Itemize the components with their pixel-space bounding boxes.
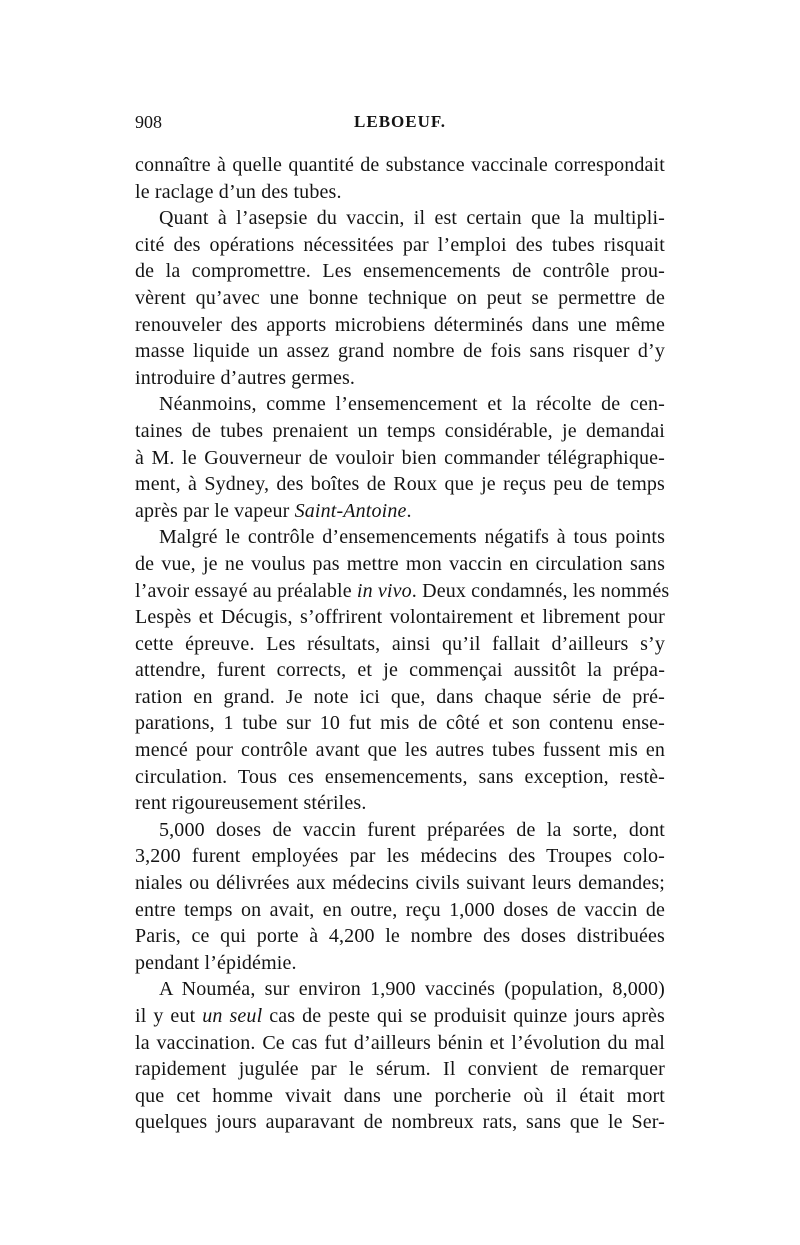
text-line: introduire d’autres germes. [135, 366, 356, 389]
paragraph-start: Malgré le contrôle d’ensemencements négatifs à tous points [159, 526, 665, 549]
text-line: renouveler des apports microbiens déterminés dans une même [135, 313, 665, 336]
line-text: l’avoir essayé au préalable [135, 579, 357, 602]
text-line: mencé pour contrôle avant que les autres tubes fussent mis en [135, 739, 665, 762]
text-line: pendant l’épidémie. [135, 951, 297, 974]
text-line: la vaccination. Ce cas fut d’ailleurs bénin et l’évolution du mal [135, 1031, 665, 1054]
text-line: de vue, je ne voulus pas mettre mon vaccin en circulation sans [135, 552, 665, 575]
text-line [135, 1003, 665, 1030]
text-line: que cet homme vivait dans une porcherie où il était mort [135, 1084, 665, 1107]
paragraph-start: A Nouméa, sur environ 1,900 vaccinés (population, 8,000) [159, 978, 665, 1001]
text-line: cette épreuve. Les résultats, ainsi qu’il fallait d’ailleurs s’y [135, 632, 665, 655]
paragraph-start: Néanmoins, comme l’ensemencement et la récolte de cen- [159, 393, 665, 416]
italic-term: in vivo [356, 579, 412, 602]
text-line: cité des opérations nécessitées par l’emploi des tubes risquait [135, 233, 665, 256]
italic-term: un seul [202, 1005, 263, 1027]
text-line: entre temps on avait, en outre, reçu 1,000 doses de vaccin de [135, 898, 665, 921]
text-line: ration en grand. Je note ici que, dans chaque série de pré- [135, 685, 665, 708]
text-line: attendre, furent corrects, et je commençai aussitôt la prépa- [135, 659, 665, 682]
text-line: le raclage d’un des tubes. [135, 180, 342, 203]
ship-name: Saint-Antoine [294, 499, 407, 522]
running-head: LEBOEUF. [354, 112, 446, 131]
text-line: de la compromettre. Les ensemencements de contrôle prou- [135, 260, 665, 283]
text-line: à M. le Gouverneur de vouloir bien commander télégraphique- [135, 446, 665, 469]
text-line: circulation. Tous ces ensemencements, sans exception, restè- [135, 765, 665, 788]
line-text: . Deux condamnés, les nommés [411, 579, 670, 602]
body-text [135, 152, 670, 1136]
text-line: connaître à quelle quantité de substance vaccinale correspondait [135, 154, 665, 176]
text-line: quelques jours auparavant de nombreux rats, sans que le Ser- [135, 1111, 665, 1134]
text-line: niales ou délivrées aux médecins civils suivant leurs demandes; [135, 872, 665, 895]
paragraph-start: Quant à l’asepsie du vaccin, il est certain que la multipli- [159, 207, 665, 230]
page-number: 908 [135, 112, 162, 132]
text-line: parations, 1 tube sur 10 fut mis de côté et son contenu ense- [135, 712, 665, 735]
line-text: . [406, 499, 412, 522]
text-line: masse liquide un assez grand nombre de fois sans risquer d’y [135, 340, 665, 363]
text-line: Paris, ce qui porte à 4,200 le nombre des doses distribuées [135, 925, 665, 948]
page-header [135, 112, 665, 138]
text-line: 3,200 furent employées par les médecins des Troupes colo- [135, 845, 665, 868]
text-line: taines de tubes prenaient un temps considérable, je demandai [135, 419, 665, 442]
text-line: rent rigoureusement stériles. [135, 792, 367, 815]
text-line [135, 578, 670, 605]
line-text: cas de peste qui se produisit quinze jours après [262, 1005, 665, 1027]
line-text: il y eut [135, 1005, 203, 1027]
text-line: vèrent qu’avec une bonne technique on peut se permettre de [135, 286, 665, 309]
line-text: après par le vapeur [135, 499, 295, 522]
paragraph-start: 5,000 doses de vaccin furent préparées de la sorte, dont [159, 818, 665, 841]
text-line: ment, à Sydney, des boîtes de Roux que je reçus peu de temps [135, 473, 665, 496]
text-line: rapidement jugulée par le sérum. Il convient de remarquer [135, 1058, 665, 1081]
text-line: Lespès et Décugis, s’offrirent volontairement et librement pour [135, 606, 665, 629]
text-line [135, 498, 665, 525]
